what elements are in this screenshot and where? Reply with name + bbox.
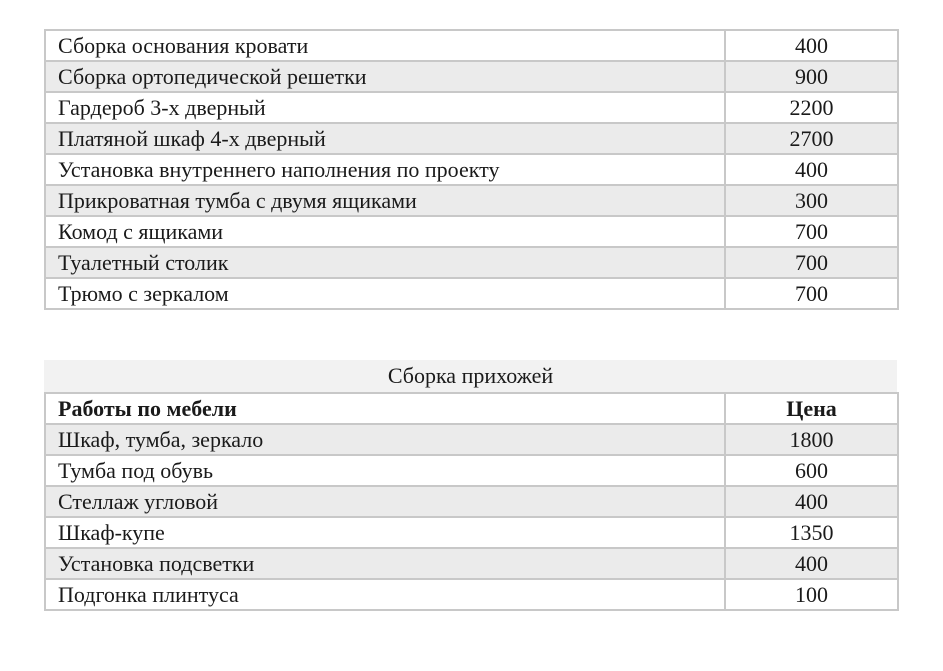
service-price: 1350: [725, 517, 898, 548]
table-row: [45, 61, 898, 92]
service-price: 400: [725, 548, 898, 579]
hallway-price-table: [44, 392, 899, 611]
service-name: Тумба под обувь: [45, 455, 725, 486]
service-name: Подгонка плинтуса: [45, 579, 725, 610]
service-name: Стеллаж угловой: [45, 486, 725, 517]
service-price: 1800: [725, 424, 898, 455]
table-row: [45, 30, 898, 61]
table-row: [45, 548, 898, 579]
table-row: [45, 278, 898, 309]
hallway-table-caption: Сборка прихожей: [44, 360, 897, 392]
column-header-price: Цена: [725, 393, 898, 424]
table-row: [45, 247, 898, 278]
service-name: Платяной шкаф 4-х дверный: [45, 123, 725, 154]
service-name: Гардероб 3-х дверный: [45, 92, 725, 123]
service-price: 100: [725, 579, 898, 610]
service-price: 400: [725, 154, 898, 185]
table-row: [45, 424, 898, 455]
table-row: [45, 455, 898, 486]
service-name: Прикроватная тумба с двумя ящиками: [45, 185, 725, 216]
table-header-row: [45, 393, 898, 424]
table-row: [45, 517, 898, 548]
service-price: 900: [725, 61, 898, 92]
table-row: [45, 123, 898, 154]
service-price: 2200: [725, 92, 898, 123]
service-price: 700: [725, 216, 898, 247]
service-price: 700: [725, 278, 898, 309]
service-name: Сборка ортопедической решетки: [45, 61, 725, 92]
service-name: Туалетный столик: [45, 247, 725, 278]
table-row: [45, 486, 898, 517]
service-price: 600: [725, 455, 898, 486]
service-name: Сборка основания кровати: [45, 30, 725, 61]
service-price: 400: [725, 30, 898, 61]
service-name: Комод с ящиками: [45, 216, 725, 247]
service-name: Трюмо с зеркалом: [45, 278, 725, 309]
table-row: [45, 579, 898, 610]
bedroom-price-table: [44, 29, 899, 310]
service-price: 300: [725, 185, 898, 216]
service-name: Установка внутреннего наполнения по проекту: [45, 154, 725, 185]
service-price: 700: [725, 247, 898, 278]
table-row: [45, 154, 898, 185]
table-row: [45, 92, 898, 123]
service-name: Установка подсветки: [45, 548, 725, 579]
column-header-name: Работы по мебели: [45, 393, 725, 424]
table-row: [45, 185, 898, 216]
service-price: 400: [725, 486, 898, 517]
service-name: Шкаф, тумба, зеркало: [45, 424, 725, 455]
table-row: [45, 216, 898, 247]
service-price: 2700: [725, 123, 898, 154]
service-name: Шкаф-купе: [45, 517, 725, 548]
